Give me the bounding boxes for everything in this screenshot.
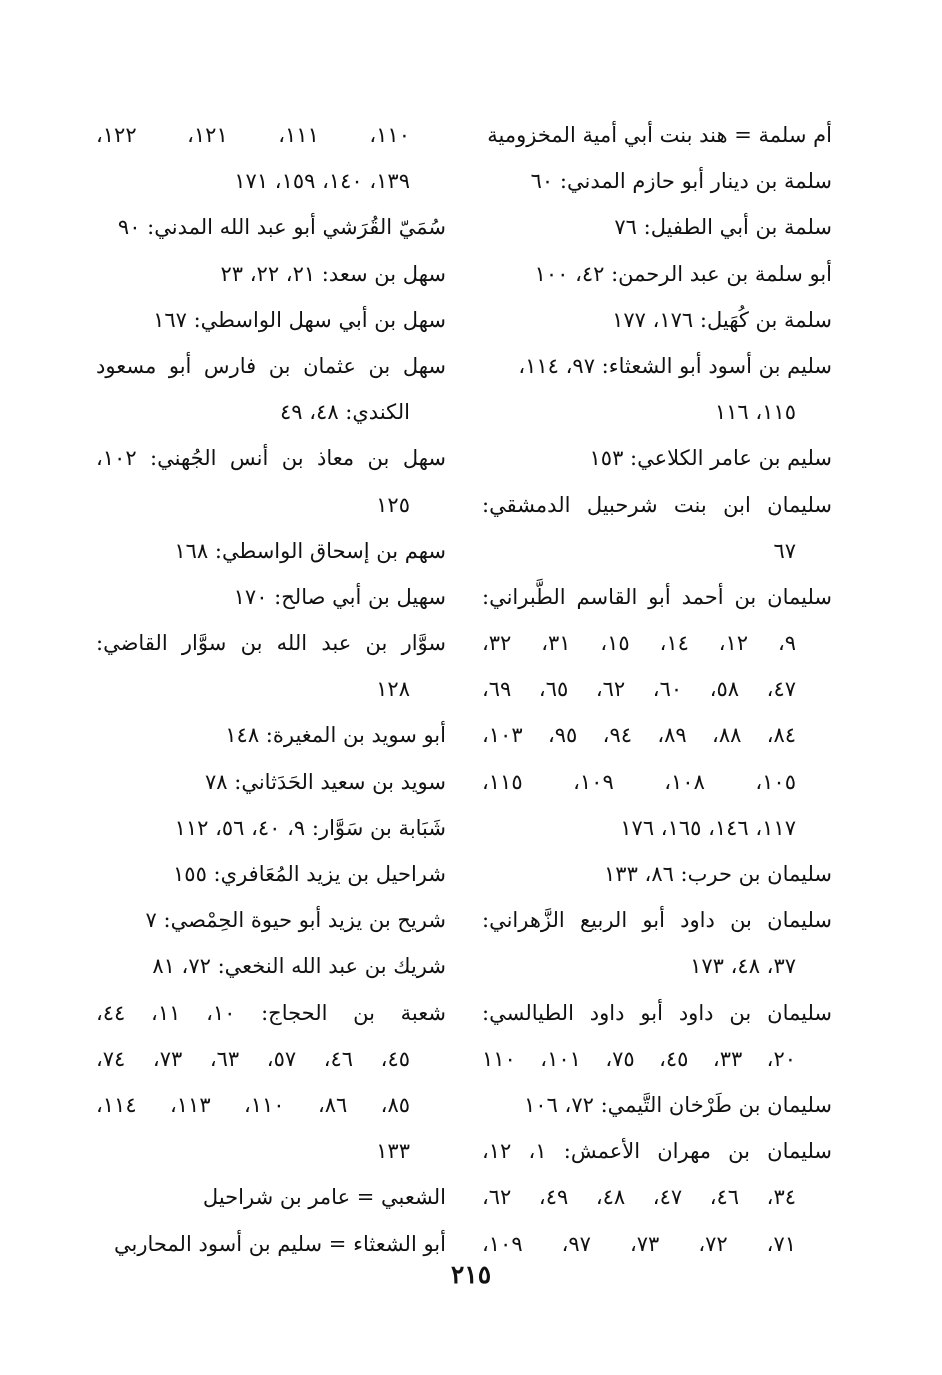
index-entry: أبو سلمة بن عبد الرحمن: ٤٢، ١٠٠ — [534, 261, 832, 286]
index-entry-continuation: ١٢٨ — [376, 677, 410, 702]
index-entry: سُمَيّ القُرَشي أبو عبد الله المدني: ٩٠ — [117, 215, 446, 240]
index-entry-continuation: ١٢٥ — [376, 492, 410, 517]
index-entry: الشعبي = عامر بن شراحيل — [202, 1185, 446, 1210]
page-number: ٢١٥ — [450, 1260, 492, 1289]
index-entry: شعبة بن الحجاج: ١٠، ١١، ٤٤، — [96, 1000, 446, 1025]
index-entry-continuation: ١١٠، ١١١، ١٢١، ١٢٢، — [96, 123, 410, 147]
index-entry: سلمة بن أبي الطفيل: ٧٦ — [614, 215, 832, 240]
index-entry: أبو الشعثاء = سليم بن أسود المحاربي — [113, 1231, 446, 1256]
index-entry-continuation: ٤٥، ٤٦، ٥٧، ٦٣، ٧٣، ٧٤، — [96, 1046, 411, 1071]
index-entry: سهل بن أبي سهل الواسطي: ١٦٧ — [153, 307, 446, 332]
index-entry: سليمان بن مهران الأعمش: ١، ١٢، — [482, 1139, 832, 1164]
index-entry: سليم بن أسود أبو الشعثاء: ٩٧، ١١٤، — [518, 353, 832, 378]
index-entry: سلمة بن كُهَيل: ١٧٦، ١٧٧ — [612, 307, 832, 332]
index-entry: سهيل بن أبي صالح: ١٧٠ — [233, 584, 446, 609]
index-entry-continuation: ٩، ١٢، ١٤، ١٥، ٣١، ٣٢، — [482, 631, 796, 656]
index-entry: سليم بن عامر الكلاعي: ١٥٣ — [589, 446, 832, 471]
index-entry-continuation: ١١٧، ١٤٦، ١٦٥، ١٧٦ — [620, 815, 796, 840]
index-entry: شريح بن يزيد أبو حيوة الحِمْصي: ٧ — [145, 908, 446, 933]
index-entry: سليمان بن حرب: ٨٦، ١٣٣ — [604, 862, 832, 886]
index-column-right — [482, 112, 832, 1267]
index-entry: سهم بن إسحاق الواسطي: ١٦٨ — [174, 538, 446, 563]
index-entry-continuation: ١٣٩، ١٤٠، ١٥٩، ١٧١ — [234, 169, 410, 194]
index-entry: سويد بن سعيد الحَدَثاني: ٧٨ — [205, 769, 446, 794]
index-entry: شَبَابة بن سَوَّار: ٩، ٤٠، ٥٦، ١١٢ — [174, 815, 446, 840]
index-entry: سليمان بن داود أبو داود الطيالسي: — [482, 1000, 832, 1025]
index-entry-continuation: ١٠٥، ١٠٨، ١٠٩، ١١٥، — [482, 769, 796, 794]
index-entry-continuation: ٣٤، ٤٦، ٤٧، ٤٨، ٤٩، ٦٢، — [482, 1185, 797, 1210]
index-entry-continuation: ٨٥، ٨٦، ١١٠، ١١٣، ١١٤، — [96, 1092, 410, 1117]
index-entry: سليمان بن داود أبو الربيع الزَّهراني: — [482, 908, 832, 933]
index-entry: أبو سويد بن المغيرة: ١٤٨ — [225, 723, 446, 748]
index-entry: سهل بن عثمان بن فارس أبو مسعود — [96, 353, 446, 378]
index-entry: سهل بن معاذ بن أنس الجُهني: ١٠٢، — [96, 446, 446, 471]
index-entry: شريك بن عبد الله النخعي: ٧٢، ٨١ — [152, 954, 446, 979]
index-entry: أم سلمة = هند بنت أبي أمية المخزومية — [487, 123, 832, 147]
index-entry-continuation: ٢٠، ٣٣، ٤٥، ٧٥، ١٠١، ١١٠ — [482, 1046, 797, 1071]
index-entry: سليمان ابن بنت شرحبيل الدمشقي: — [482, 492, 832, 517]
index-entry-continuation: ١١٥، ١١٦ — [714, 400, 796, 425]
index-entry-continuation: ٣٧، ٤٨، ١٧٣ — [690, 954, 796, 979]
index-entry-continuation: ٧١، ٧٢، ٧٣، ٩٧، ١٠٩، — [482, 1231, 796, 1256]
index-entry-continuation: ٦٧ — [773, 538, 796, 563]
index-entry: سوَّار بن عبد الله بن سوَّار القاضي: — [96, 631, 446, 656]
index-entry-continuation: ٨٤، ٨٨، ٨٩، ٩٤، ٩٥، ١٠٣، — [482, 723, 797, 748]
index-entry-continuation: ٤٧، ٥٨، ٦٠، ٦٢، ٦٥، ٦٩، — [482, 677, 797, 702]
index-entry: سليمان بن أحمد أبو القاسم الطَّبراني: — [482, 584, 832, 609]
index-entry-continuation: ١٣٣ — [376, 1139, 410, 1164]
index-entry-continuation: الكندي: ٤٨، ٤٩ — [280, 400, 410, 425]
index-entry: سلمة بن دينار أبو حازم المدني: ٦٠ — [530, 169, 832, 194]
index-entry: شراحيل بن يزيد المُعَافري: ١٥٥ — [173, 862, 446, 886]
index-entry: سهل بن سعد: ٢١، ٢٢، ٢٣ — [220, 261, 446, 286]
index-column-left — [96, 112, 446, 1267]
index-entry: سليمان بن طَرْخان التَّيمي: ٧٢، ١٠٦ — [524, 1092, 832, 1117]
